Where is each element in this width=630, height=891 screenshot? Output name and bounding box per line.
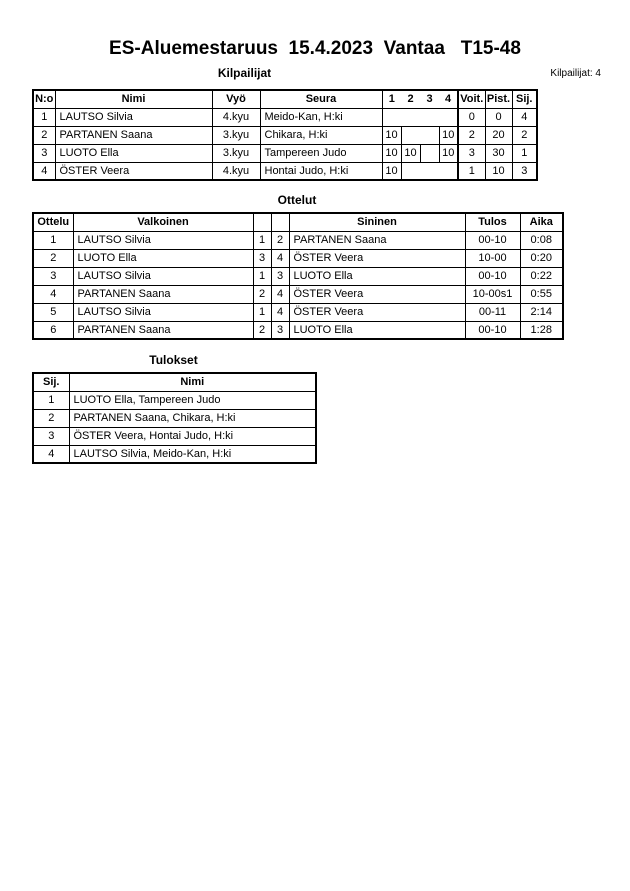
final-placement: 1 [33, 391, 69, 409]
white-competitor-number: 1 [253, 303, 271, 321]
col-header-pist: Pist. [485, 90, 512, 108]
col-header-no: N:o [33, 90, 55, 108]
match-time: 0:20 [520, 249, 563, 267]
match-result: 00-10 [465, 231, 520, 249]
score-vs-3 [420, 162, 439, 180]
competitor-belt: 3.kyu [212, 144, 260, 162]
match-result: 00-10 [465, 321, 520, 339]
kilpailijat-row [33, 144, 537, 162]
kilpailijat-section-title: Kilpailijat [217, 66, 272, 80]
blue-competitor-number: 2 [271, 231, 289, 249]
placement: 2 [512, 126, 537, 144]
competitor-club: Chikara, H:ki [260, 126, 382, 144]
ottelut-table [32, 212, 564, 340]
blue-competitor: ÖSTER Veera [289, 303, 465, 321]
kilpailijat-row [33, 162, 537, 180]
blue-competitor-number: 3 [271, 321, 289, 339]
ottelut-section-title: Ottelut [277, 193, 317, 207]
ottelut-row [33, 285, 563, 303]
blue-competitor: LUOTO Ella [289, 321, 465, 339]
ottelut-row [33, 303, 563, 321]
competitor-number: 3 [33, 144, 55, 162]
score-vs-4: 10 [439, 126, 458, 144]
col-header-voit: Voit. [458, 90, 485, 108]
match-result: 10-00 [465, 249, 520, 267]
blue-competitor: PARTANEN Saana [289, 231, 465, 249]
competitor-belt: 3.kyu [212, 126, 260, 144]
col-header-opponent-3: 3 [420, 90, 439, 108]
score-vs-4 [439, 162, 458, 180]
tulokset-row [33, 427, 316, 445]
col-header-valkoinen: Valkoinen [73, 213, 253, 231]
competitor-name: PARTANEN Saana [55, 126, 212, 144]
competitor-club: Hontai Judo, H:ki [260, 162, 382, 180]
final-placement: 2 [33, 409, 69, 427]
col-header-seura: Seura [260, 90, 382, 108]
kilpailijat-row [33, 108, 537, 126]
competitor-name: LUOTO Ella [55, 144, 212, 162]
points-count: 30 [485, 144, 512, 162]
final-competitor: PARTANEN Saana, Chikara, H:ki [69, 409, 316, 427]
score-vs-2 [401, 108, 420, 126]
match-number: 3 [33, 267, 73, 285]
col-header-sij: Sij. [33, 373, 69, 391]
points-count: 0 [485, 108, 512, 126]
score-vs-4 [439, 108, 458, 126]
competitor-number: 1 [33, 108, 55, 126]
tulokset-row [33, 409, 316, 427]
competitor-belt: 4.kyu [212, 108, 260, 126]
white-competitor: LUOTO Ella [73, 249, 253, 267]
col-header-vyo: Vyö [212, 90, 260, 108]
page-title: ES-Aluemestaruus 15.4.2023 Vantaa T15-48 [109, 38, 521, 59]
white-competitor: LAUTSO Silvia [73, 267, 253, 285]
competitor-number: 2 [33, 126, 55, 144]
competitor-club: Tampereen Judo [260, 144, 382, 162]
col-header-opponent-2: 2 [401, 90, 420, 108]
tulokset-row [33, 391, 316, 409]
col-header-blue-number [271, 213, 289, 231]
match-time: 0:22 [520, 267, 563, 285]
match-number: 1 [33, 231, 73, 249]
competitors-count-note: Kilpailijat: 4 [550, 68, 601, 79]
col-header-nimi: Nimi [55, 90, 212, 108]
blue-competitor: ÖSTER Veera [289, 285, 465, 303]
final-competitor: ÖSTER Veera, Hontai Judo, H:ki [69, 427, 316, 445]
kilpailijat-header-row [33, 90, 537, 108]
col-header-tulos: Tulos [465, 213, 520, 231]
col-header-sininen: Sininen [289, 213, 465, 231]
white-competitor-number: 1 [253, 267, 271, 285]
score-vs-3 [420, 144, 439, 162]
white-competitor-number: 3 [253, 249, 271, 267]
match-time: 0:08 [520, 231, 563, 249]
competitor-name: ÖSTER Veera [55, 162, 212, 180]
tulokset-table [32, 372, 317, 464]
score-vs-1: 10 [382, 162, 401, 180]
white-competitor-number: 2 [253, 321, 271, 339]
tulokset-header-row [33, 373, 316, 391]
competitor-belt: 4.kyu [212, 162, 260, 180]
score-vs-1 [382, 108, 401, 126]
score-vs-1: 10 [382, 126, 401, 144]
placement: 1 [512, 144, 537, 162]
wins-count: 2 [458, 126, 485, 144]
final-competitor: LUOTO Ella, Tampereen Judo [69, 391, 316, 409]
col-header-opponent-4: 4 [439, 90, 458, 108]
blue-competitor-number: 4 [271, 303, 289, 321]
ottelut-header-row [33, 213, 563, 231]
score-vs-2: 10 [401, 144, 420, 162]
match-number: 6 [33, 321, 73, 339]
score-vs-2 [401, 162, 420, 180]
col-header-nimi: Nimi [69, 373, 316, 391]
ottelut-row [33, 231, 563, 249]
match-result: 00-11 [465, 303, 520, 321]
col-header-sij: Sij. [512, 90, 537, 108]
ottelut-row [33, 321, 563, 339]
col-header-aika: Aika [520, 213, 563, 231]
score-vs-3 [420, 108, 439, 126]
col-header-opponent-1: 1 [382, 90, 401, 108]
final-placement: 4 [33, 445, 69, 463]
score-vs-3 [420, 126, 439, 144]
score-vs-2 [401, 126, 420, 144]
white-competitor: LAUTSO Silvia [73, 303, 253, 321]
col-header-white-number [253, 213, 271, 231]
tulokset-row [33, 445, 316, 463]
blue-competitor-number: 3 [271, 267, 289, 285]
points-count: 10 [485, 162, 512, 180]
wins-count: 3 [458, 144, 485, 162]
blue-competitor: LUOTO Ella [289, 267, 465, 285]
match-time: 1:28 [520, 321, 563, 339]
wins-count: 1 [458, 162, 485, 180]
match-result: 00-10 [465, 267, 520, 285]
ottelut-row [33, 267, 563, 285]
blue-competitor-number: 4 [271, 249, 289, 267]
white-competitor-number: 1 [253, 231, 271, 249]
blue-competitor-number: 4 [271, 285, 289, 303]
white-competitor: PARTANEN Saana [73, 285, 253, 303]
match-result: 10-00s1 [465, 285, 520, 303]
match-time: 0:55 [520, 285, 563, 303]
points-count: 20 [485, 126, 512, 144]
score-vs-4: 10 [439, 144, 458, 162]
white-competitor: LAUTSO Silvia [73, 231, 253, 249]
match-time: 2:14 [520, 303, 563, 321]
match-number: 5 [33, 303, 73, 321]
kilpailijat-table [32, 89, 538, 181]
competitor-number: 4 [33, 162, 55, 180]
ottelut-row [33, 249, 563, 267]
match-number: 4 [33, 285, 73, 303]
final-placement: 3 [33, 427, 69, 445]
white-competitor: PARTANEN Saana [73, 321, 253, 339]
blue-competitor: ÖSTER Veera [289, 249, 465, 267]
competitor-name: LAUTSO Silvia [55, 108, 212, 126]
final-competitor: LAUTSO Silvia, Meido-Kan, H:ki [69, 445, 316, 463]
match-number: 2 [33, 249, 73, 267]
kilpailijat-row [33, 126, 537, 144]
white-competitor-number: 2 [253, 285, 271, 303]
placement: 4 [512, 108, 537, 126]
col-header-ottelu: Ottelu [33, 213, 73, 231]
score-vs-1: 10 [382, 144, 401, 162]
tulokset-section-title: Tulokset [149, 353, 198, 367]
wins-count: 0 [458, 108, 485, 126]
placement: 3 [512, 162, 537, 180]
competitor-club: Meido-Kan, H:ki [260, 108, 382, 126]
